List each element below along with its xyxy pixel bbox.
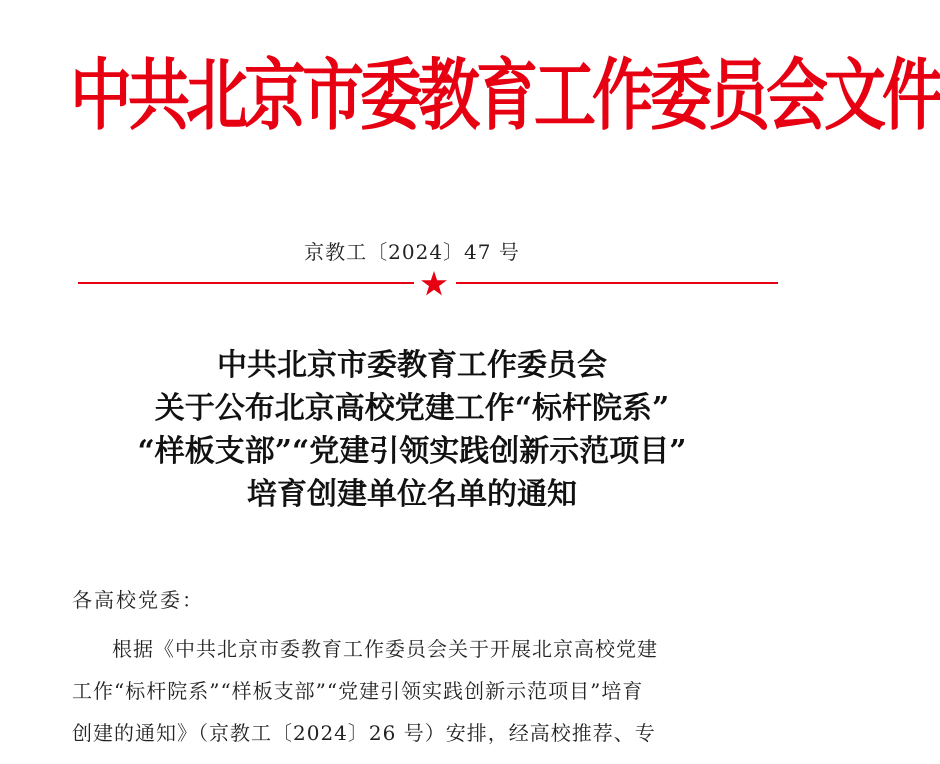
divider-rule-right <box>456 282 778 284</box>
star-icon <box>420 270 448 298</box>
salutation: 各高校党委： <box>72 588 204 612</box>
red-divider <box>0 270 824 300</box>
title-line: 中共北京市委教育工作委员会 <box>217 348 607 383</box>
title-line: 关于公布北京高校党建工作“标杆院系” <box>154 391 670 426</box>
body-line: 创建的通知》（京教工〔2024〕26 号）安排，经高校推荐、专 <box>72 721 656 745</box>
divider-rule-left <box>78 282 414 284</box>
title-line: “样板支部”“党建引领实践创新示范项目” <box>137 434 687 469</box>
notice-title <box>60 344 764 516</box>
body-line: 根据《中共北京市委教育工作委员会关于开展北京高校党建 <box>112 637 658 661</box>
title-line: 培育创建单位名单的通知 <box>247 477 577 512</box>
body-line: 工作“标杆院系”“样板支部”“党建引领实践创新示范项目”培育 <box>72 679 644 703</box>
body-paragraph <box>72 628 784 754</box>
document-masthead: 中共北京市委教育工作委员会文件 <box>70 49 940 141</box>
document-number: 京教工〔2024〕47 号 <box>304 240 520 264</box>
